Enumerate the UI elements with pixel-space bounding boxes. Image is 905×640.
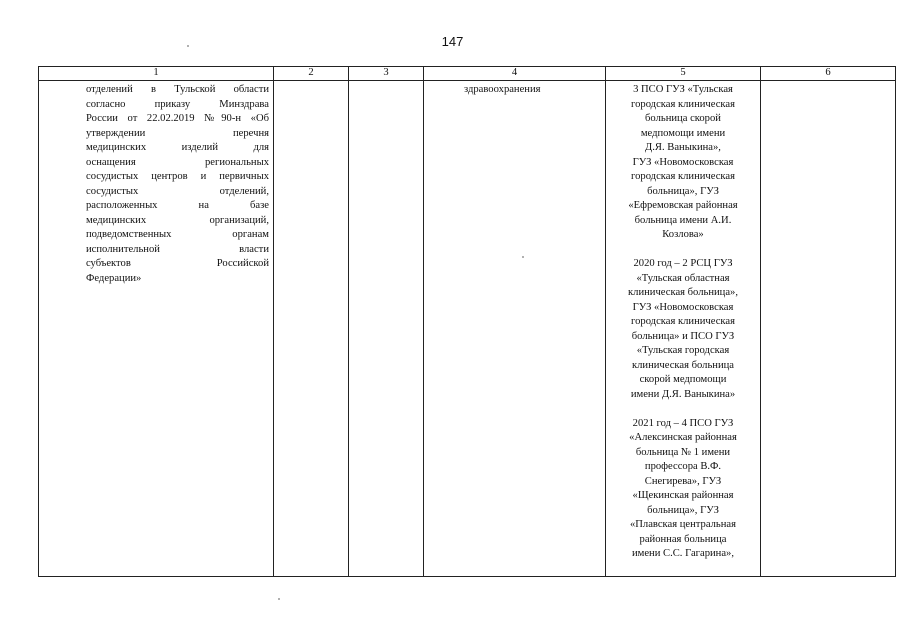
col1-text-line: медицинских изделий для [86, 142, 269, 153]
col5-text-line: больница скорой [645, 113, 721, 124]
col1-text-line: расположенных на базе [86, 200, 269, 211]
col5-text-line: скорой медпомощи [639, 374, 727, 385]
col1-text-line: сосудистых центров и первичных [86, 171, 269, 182]
col5-text-line: городская клиническая [631, 98, 735, 110]
col5-paragraph [608, 257, 758, 402]
column-header-6: 6 [761, 67, 896, 81]
col5-text-line: имени С.С. Гагарина», [631, 548, 735, 559]
table-row [39, 81, 896, 577]
col1-text-line: отделений в Тульской области [86, 84, 269, 95]
col5-text-line: городская клиническая [631, 316, 735, 327]
col5-text-line: больница», ГУЗ [647, 185, 719, 197]
scan-speck [187, 45, 189, 47]
col5-text-line: 2020 год – 2 РСЦ ГУЗ [633, 258, 733, 269]
col1-text-line: оснащения региональных [86, 156, 269, 168]
column-header-3: 3 [349, 67, 424, 81]
col5-text-line: больница», ГУЗ [647, 504, 719, 516]
page-number: 147 [441, 34, 464, 49]
column-header-1: 1 [39, 67, 274, 81]
cell-col-1 [39, 81, 274, 577]
col5-text-line: клиническая больница [631, 359, 735, 371]
col5-text-line: профессора В.Ф. [644, 461, 722, 472]
cell-col-5 [606, 81, 761, 577]
cell-col-6 [761, 81, 896, 577]
col5-text-line: Снегирева», ГУЗ [644, 475, 722, 487]
col5-text-line: «Щекинская районная [632, 490, 734, 501]
col1-text-line: согласно приказу Минздрава [86, 98, 269, 110]
document-table [38, 66, 896, 577]
col5-text-line: ГУЗ «Новомосковская [632, 156, 734, 168]
col1-text-line: России от 22.02.2019 №90-н «Об [86, 113, 269, 124]
column-number-row [39, 67, 896, 81]
column-header-4: 4 [424, 67, 606, 81]
col5-text-line: медпомощи имени [640, 127, 726, 139]
cell-col-3 [349, 81, 424, 577]
col5-text-line: «Тульская областная [636, 272, 730, 284]
col5-text-line: больница» и ПСО ГУЗ [631, 330, 735, 342]
col5-text-line: «Ефремовская районная [628, 200, 738, 211]
col1-text-line: медицинских организаций, [86, 214, 269, 226]
col5-text-line: районная больница [639, 533, 727, 545]
col1-text-line: Федерации» [86, 272, 142, 284]
column-header-2: 2 [274, 67, 349, 81]
column-header-5: 5 [606, 67, 761, 81]
col1-text-line: подведомственных органам [86, 229, 269, 240]
col5-text-line: Козлова» [662, 229, 704, 240]
col5-text-line: клиническая больница», [628, 287, 738, 298]
scan-speck [278, 598, 280, 600]
cell-col-2 [274, 81, 349, 577]
col5-text-line: «Алексинская районная [629, 432, 737, 443]
scan-speck [522, 256, 524, 258]
col5-text-line: 3 ПСО ГУЗ «Тульская [633, 84, 733, 95]
cell-col-4 [424, 81, 606, 577]
col5-text-line: больница имени А.И. [634, 214, 732, 226]
cell-col-4-text: здравоохранения [464, 84, 541, 95]
col5-text-line: имени Д.Я. Ваныкина» [630, 388, 736, 400]
col5-text-line: Д.Я. Ваныкина», [645, 142, 721, 153]
col5-text-line: городская клиническая [631, 171, 735, 182]
col1-text-line: утверждении перечня [86, 127, 269, 139]
col5-text-line: ГУЗ «Новомосковская [632, 301, 734, 313]
col5-text-line: 2021 год – 4 ПСО ГУЗ [632, 417, 734, 429]
col1-text-line: исполнительной власти [86, 243, 269, 255]
col5-text-line: «Тульская городская [636, 345, 730, 356]
col1-text-line: субъектов Российской [86, 258, 269, 269]
col5-paragraph [608, 417, 758, 562]
col1-text-line: сосудистых отделений, [86, 185, 269, 197]
col5-paragraph [608, 83, 758, 243]
col5-text-line: больница № 1 имени [635, 446, 731, 458]
col5-text-line: «Плавская центральная [629, 519, 737, 530]
